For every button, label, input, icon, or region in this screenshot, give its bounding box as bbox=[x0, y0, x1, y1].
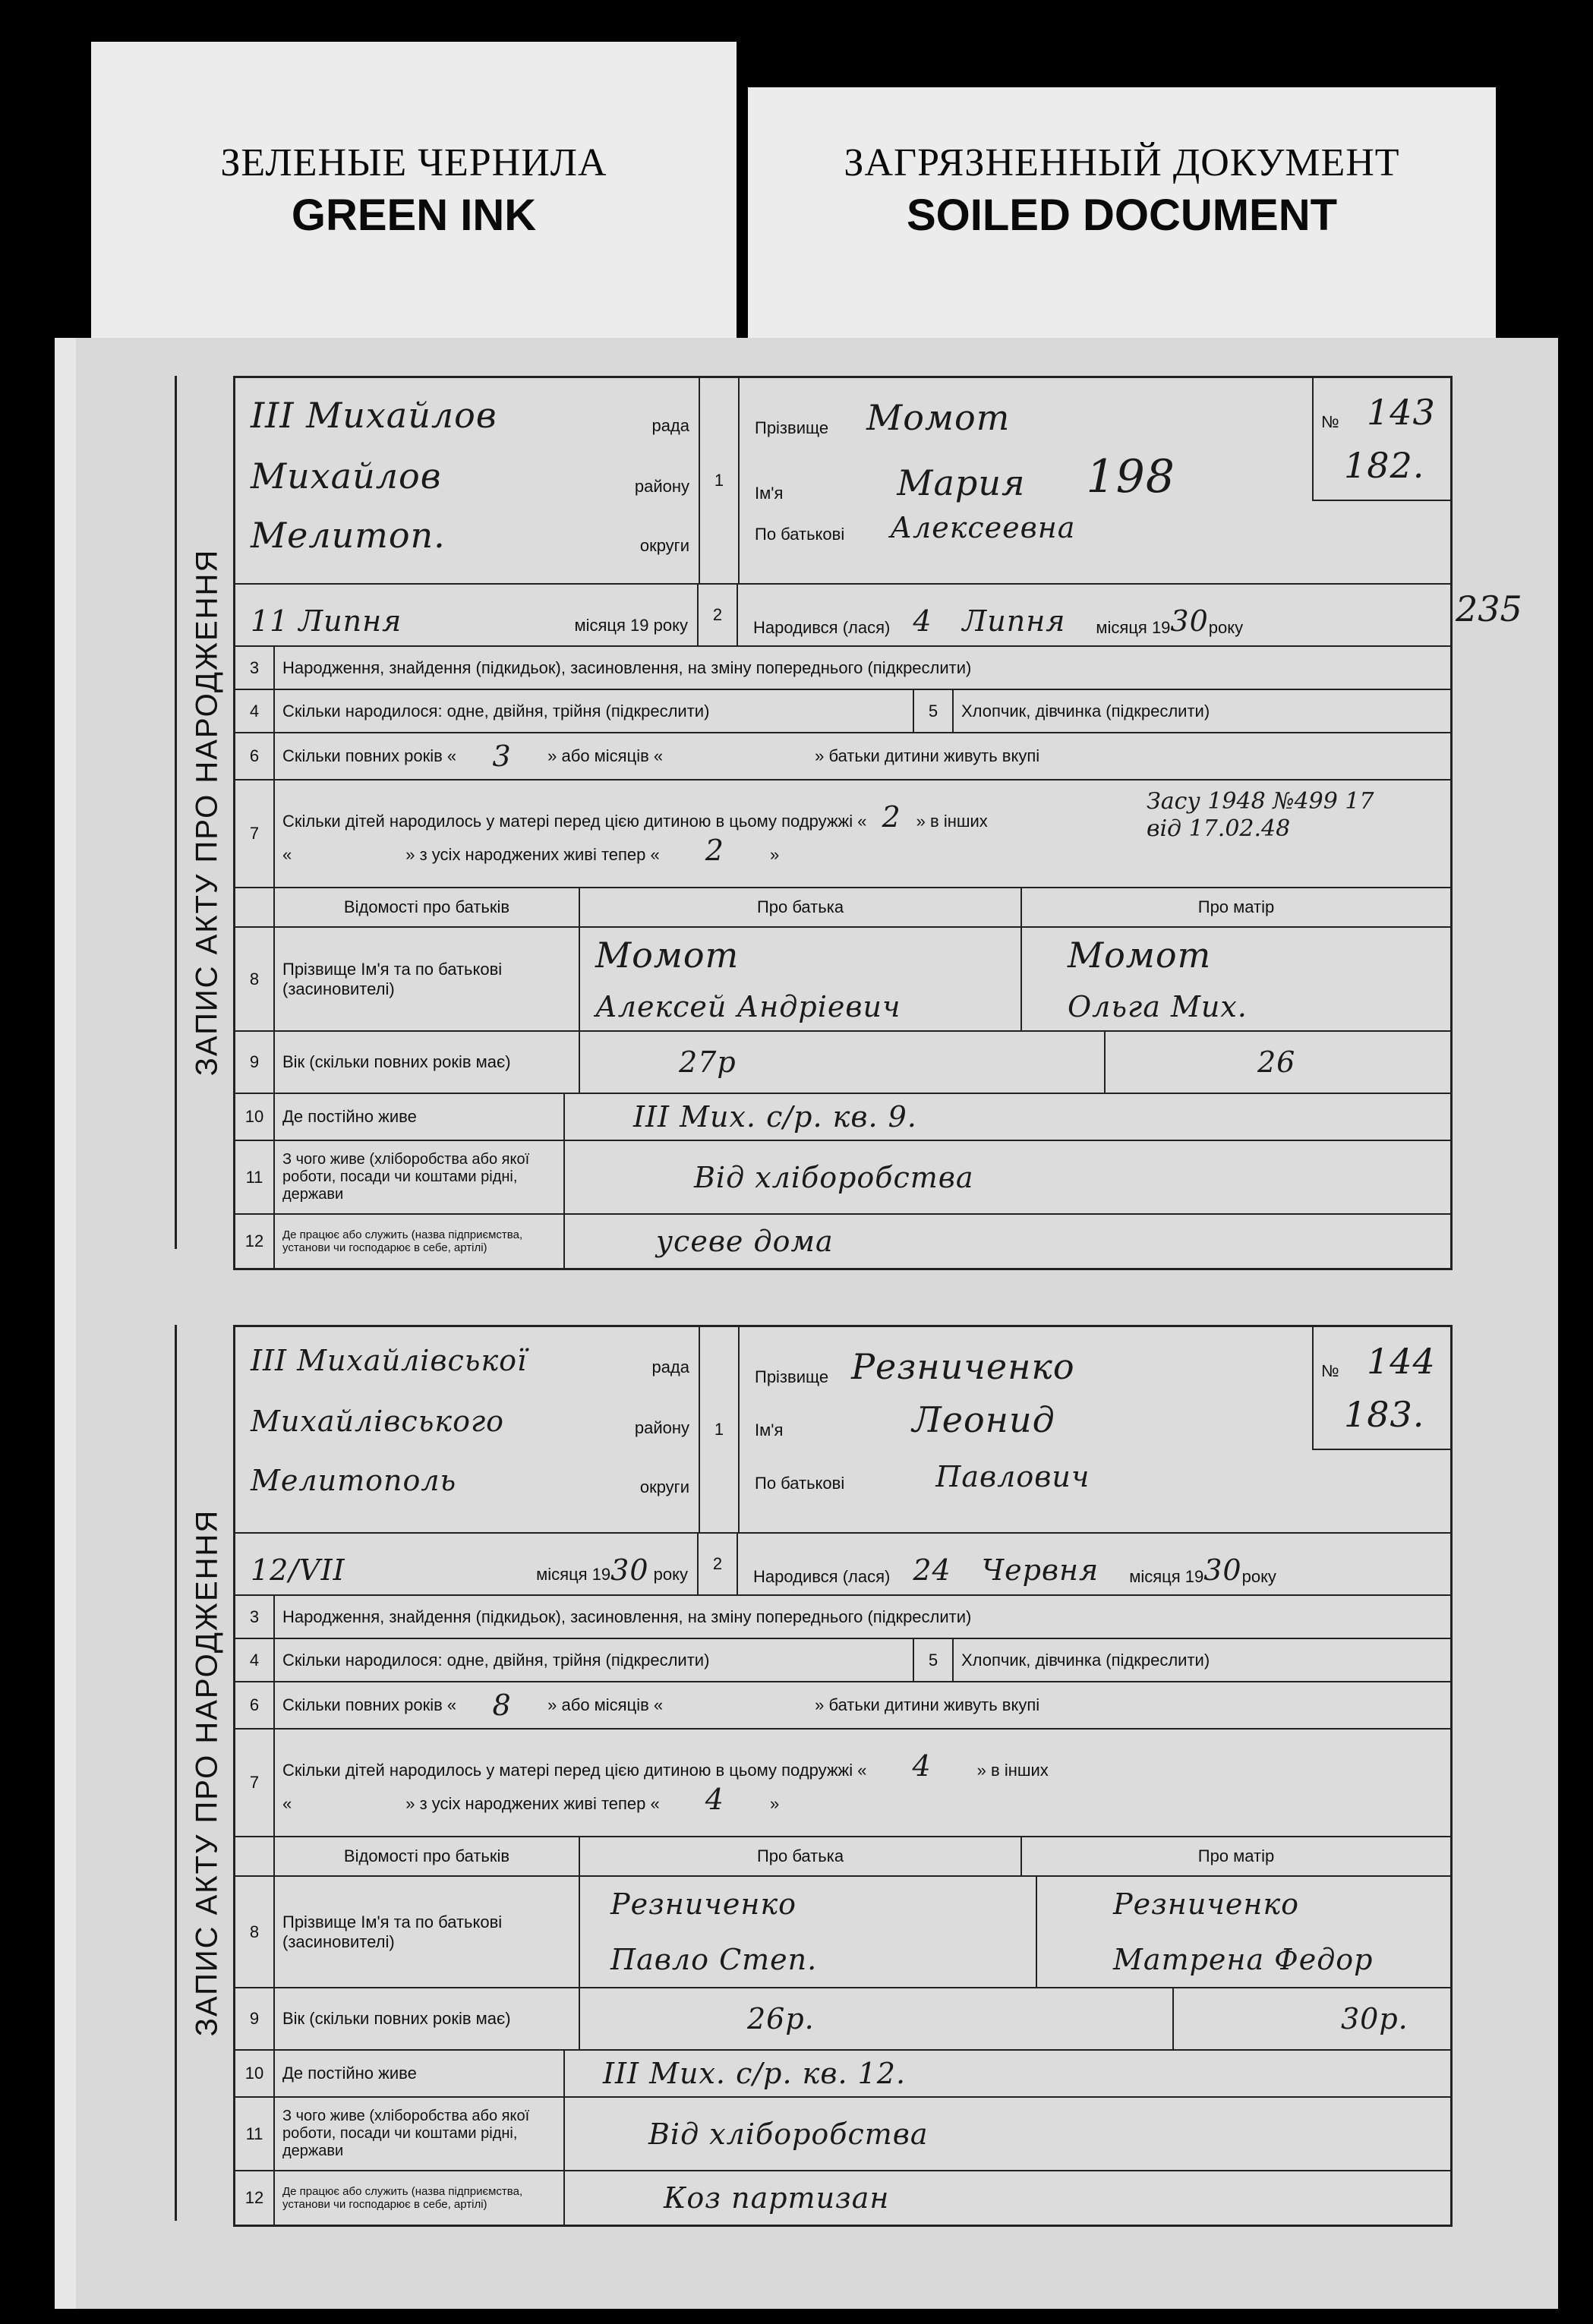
reg-year-value: 30 bbox=[610, 1553, 649, 1587]
record-number-box bbox=[1312, 378, 1450, 501]
father-name: Павло Степ. bbox=[610, 1942, 818, 1976]
name-value: Мария bbox=[897, 462, 1026, 503]
born-year-label: року bbox=[1241, 1567, 1276, 1586]
name-label: Ім'я bbox=[755, 1421, 784, 1439]
surname-label: Прізвище bbox=[755, 1367, 829, 1386]
row-7-label-d: » з усіх народжених живі тепер « bbox=[405, 845, 660, 864]
livelihood-value: Від хліборобства bbox=[648, 2117, 929, 2151]
birth-record-2 bbox=[176, 1325, 1467, 2221]
row-5-label: Хлопчик, дівчинка (підкреслити) bbox=[961, 1650, 1210, 1670]
row-7-label-c: « bbox=[282, 845, 292, 864]
children-alive-value: 4 bbox=[705, 1783, 724, 1816]
birth-record-1 bbox=[176, 376, 1522, 1258]
rada-label: рада bbox=[651, 416, 689, 435]
row-7-label-b: » в інших bbox=[916, 812, 988, 831]
surname-value: Резниченко bbox=[851, 1346, 1075, 1387]
number-sign: № bbox=[1321, 412, 1339, 431]
residence-value: III Мих. с/р. кв. 12. bbox=[603, 2057, 907, 2090]
month-label: місяця 19 bbox=[536, 1565, 611, 1584]
row-6-label-b: » або місяців « bbox=[547, 746, 664, 765]
name-label: Ім'я bbox=[755, 484, 784, 503]
side-number: 235 bbox=[1456, 588, 1522, 629]
row-5-label: Хлопчик, дівчинка (підкреслити) bbox=[961, 701, 1210, 721]
month-label: місяця 19 bbox=[574, 616, 649, 635]
row-number-2: 2 bbox=[699, 585, 738, 645]
children-before-value: 2 bbox=[882, 800, 901, 834]
okruhy-value: Мелитоп. bbox=[251, 515, 446, 556]
record-2-form: III Михайлівської рада Михайлівського району Мелитополь округи 1 Прізвище Резниченко Ім'я Леонид По батькові Павлович № 144 183. 12/VII місяця 1930 року 2 Народився (лася) 24 Червня місяця 19 30 року 3 Народження, знайдення (підкидьок), засиновлення, на зміну попереднього (підкреслити) 4 Скільки народилося: одне, двійня, трійня (підкреслити) 5 Хлопчик, дівчинка (підкреслити) 6 Скільки повних років « 8 » або місяців « » батьки дитини живуть вкупі 7 Скільки дітей народилось у матері перед цією дитиною в цьому подружжі « 4 » в інших « » з усіх народжених живі тепер « 4 » Відомості про батьків Про батька Про матір 8 Прізвище Ім'я та по батькові (засиновителі) Резниченко Павло Степ. Резниченко Матрена Федор 9 Вік (скільки повних років має) 26р. 30р. 10 Де постійно живе III Мих. с/р. кв. 12. 11 З чого живе (хліборобства або якої роботи, посади чи коштами рідні, держави Від хліборобства 12 Де працює або служить (назва підприємства, установи чи господарює в себе, артілі) Коз партизан bbox=[233, 1325, 1453, 2227]
father-surname: Момот bbox=[595, 935, 740, 976]
born-month-value: Червня bbox=[981, 1553, 1099, 1587]
soiled-document-label bbox=[748, 87, 1496, 349]
okruhy-label: округи bbox=[639, 1477, 689, 1496]
row-9-label: Вік (скільки повних років має) bbox=[275, 1032, 580, 1093]
side-title-text: ЗАПИС АКТУ ПРО НАРОДЖЕННЯ bbox=[190, 1509, 224, 2037]
soiled-document-label-ru: ЗАГРЯЗНЕННЫЙ ДОКУМЕНТ bbox=[844, 141, 1400, 184]
raion-value: Михайлівського bbox=[251, 1405, 505, 1438]
born-year-value: 30 bbox=[1203, 1553, 1242, 1587]
surname-label: Прізвище bbox=[755, 418, 829, 437]
record-number-box bbox=[1312, 1327, 1450, 1450]
father-surname: Резниченко bbox=[610, 1887, 797, 1922]
record-number-a: 144 bbox=[1367, 1341, 1436, 1382]
patronymic-label: По батькові bbox=[755, 1474, 845, 1493]
row-8-label: Прізвище Ім'я та по батькові (засиновителі) bbox=[275, 1877, 580, 1987]
row-7-label-e: » bbox=[769, 1794, 780, 1813]
record-number-a: 143 bbox=[1367, 392, 1436, 433]
row-6-label-a: Скільки повних років « bbox=[282, 1695, 457, 1714]
born-label: Народився (лася) bbox=[753, 1567, 891, 1586]
livelihood-value: Від хліборобства bbox=[694, 1160, 974, 1194]
father-age: 27р bbox=[679, 1045, 737, 1079]
rada-label: рада bbox=[651, 1358, 689, 1376]
raion-value: Михайлов bbox=[251, 456, 442, 497]
parents-header: Відомості про батьків bbox=[275, 888, 580, 926]
row-6-label-a: Скільки повних років « bbox=[282, 746, 457, 765]
green-ink-label-ru: ЗЕЛЕНЫЕ ЧЕРНИЛА bbox=[220, 141, 607, 184]
mother-age: 26 bbox=[1257, 1045, 1296, 1079]
okruhy-value: Мелитополь bbox=[251, 1464, 457, 1497]
row-6-label-b: » або місяців « bbox=[547, 1695, 664, 1714]
workplace-value: Коз партизан bbox=[664, 2181, 890, 2215]
record-2-side-title bbox=[175, 1325, 238, 2221]
mother-name: Матрена Федор bbox=[1113, 1942, 1374, 1976]
green-ink-label bbox=[91, 42, 737, 342]
patronymic-value: Павлович bbox=[935, 1460, 1090, 1493]
record-1-form: III Михайлов рада Михайлов району Мелитоп. округи 1 Прізвище Момот Ім'я Мария 198 По батькові Алексеевна № 143 182. 11 Липня місяця 19 року 2 Народився (лася) 4 Липня місяця 19 30 року 3 Народження, знайдення (підкидьок), засиновлення, на зміну попереднього (підкреслити) 4 Скільки народилося: одне, двійня, трійня (підкреслити) 5 Хлопчик, дівчинка (підкреслити) 6 Скільки повних років « 3 » або місяців « » батьки дитини живуть вкупі 7 Скільки дітей народилось у матері перед цією дитиною в цьому подружжі « 2 » в інших « » з усіх народжених живі тепер « 2 » Засу 1948 №499 17 від 17.02.48 Відомості про батьків Про батька Про матір 8 Прізвище Ім'я та по батькові (засиновителі) Момот Алексей Андріевич Момот Ольга Мих. 9 Вік (скільки повних років має) 27р 26 10 Де постійно живе III Мих. с/р. кв. 9. 11 З чого живе (хліборобства або якої роботи, посади чи коштами рідні, держави Від хліборобства 12 Де працює або служить (назва підприємства, установи чи господарює в себе, артілі) усеве дома bbox=[233, 376, 1453, 1270]
row-7-label-a: Скільки дітей народилось у матері перед цією дитиною в цьому подружжі « bbox=[282, 1761, 867, 1780]
children-alive-value: 2 bbox=[705, 834, 724, 867]
born-day-value: 4 bbox=[913, 604, 932, 638]
born-year-value: 30 bbox=[1170, 604, 1209, 638]
row-3-label: Народження, знайдення (підкидьок), засиновлення, на зміну попереднього (підкреслити) bbox=[282, 657, 972, 677]
row-7-label-b: » в інших bbox=[976, 1761, 1049, 1780]
born-label: Народився (лася) bbox=[753, 618, 891, 637]
workplace-value: усеве дома bbox=[656, 1225, 834, 1258]
record-number-b: 182. bbox=[1344, 445, 1425, 486]
row-3-label: Народження, знайдення (підкидьок), засиновлення, на зміну попереднього (підкреслити) bbox=[282, 1607, 972, 1626]
year-label: року bbox=[653, 1565, 688, 1584]
document-sheet bbox=[55, 338, 1558, 2309]
years-together-value: 3 bbox=[492, 739, 512, 773]
okruhy-label: округи bbox=[639, 536, 689, 555]
children-before-value: 4 bbox=[912, 1749, 932, 1783]
row-7-label-a: Скільки дітей народилось у матері перед цією дитиною в цьому подружжі « bbox=[282, 812, 867, 831]
rada-value: III Михайлівської bbox=[251, 1344, 528, 1377]
sheet-edge bbox=[55, 338, 76, 2309]
record-number-b: 183. bbox=[1344, 1394, 1425, 1435]
row-12-label: Де працює або служить (назва підприємства, установи чи господарює в себе, артілі) bbox=[275, 1215, 565, 1268]
born-month-value: Липня bbox=[962, 604, 1066, 638]
born-month-label: місяця 19 bbox=[1096, 618, 1171, 637]
parents-header: Відомості про батьків bbox=[275, 1837, 580, 1875]
raion-label: району bbox=[634, 1418, 689, 1437]
row-4-label: Скільки народилося: одне, двійня, трійня (підкреслити) bbox=[275, 1639, 914, 1681]
row-6-label-c: » батьки дитини живуть вкупі bbox=[815, 746, 1040, 765]
born-day-value: 24 bbox=[913, 1553, 951, 1587]
born-month-label: місяця 19 bbox=[1129, 1567, 1204, 1586]
row-number-1: 1 bbox=[700, 378, 740, 583]
marginal-note: Засу 1948 №499 17 від 17.02.48 bbox=[1147, 788, 1374, 842]
row-10-label: Де постійно живе bbox=[275, 1094, 565, 1140]
surname-value: Момот bbox=[866, 397, 1011, 438]
green-ink-label-en: GREEN INK bbox=[291, 191, 537, 240]
row-12-label: Де працює або служить (назва підприємства, установи чи господарює в себе, артілі) bbox=[275, 2171, 565, 2225]
soiled-document-label-en: SOILED DOCUMENT bbox=[906, 191, 1338, 240]
residence-value: III Мих. с/р. кв. 9. bbox=[633, 1100, 917, 1134]
year-label: року bbox=[653, 616, 688, 635]
mother-surname: Момот bbox=[1068, 935, 1212, 976]
row-10-label: Де постійно живе bbox=[275, 2051, 565, 2096]
father-header: Про батька bbox=[580, 888, 1022, 926]
row-number-2: 2 bbox=[699, 1534, 738, 1594]
father-age: 26р. bbox=[747, 2002, 815, 2035]
patronymic-label: По батькові bbox=[755, 525, 845, 544]
row-7-label-d: » з усіх народжених живі тепер « bbox=[405, 1794, 660, 1813]
number-sign: № bbox=[1321, 1361, 1339, 1380]
reg-date-value: 12/VII bbox=[251, 1553, 345, 1587]
extra-number: 198 bbox=[1086, 450, 1175, 503]
reg-date-value: 11 Липня bbox=[251, 604, 402, 638]
row-4-label: Скільки народилося: одне, двійня, трійня (підкреслити) bbox=[275, 690, 914, 732]
row-6-label-c: » батьки дитини живуть вкупі bbox=[815, 1695, 1040, 1714]
mother-header: Про матір bbox=[1197, 897, 1275, 916]
patronymic-value: Алексеевна bbox=[890, 511, 1076, 544]
born-year-label: року bbox=[1208, 618, 1244, 637]
row-7-label-c: « bbox=[282, 1794, 292, 1813]
rada-value: III Михайлов bbox=[251, 395, 497, 436]
row-number-1: 1 bbox=[700, 1327, 740, 1532]
name-value: Леонид bbox=[912, 1399, 1055, 1440]
row-7-label-e: » bbox=[769, 845, 780, 864]
father-name: Алексей Андріевич bbox=[595, 989, 901, 1023]
father-header: Про батька bbox=[580, 1837, 1022, 1875]
record-1-side-title bbox=[175, 376, 238, 1249]
raion-label: району bbox=[634, 477, 689, 496]
side-title-text: ЗАПИС АКТУ ПРО НАРОДЖЕННЯ bbox=[190, 548, 224, 1077]
mother-age: 30р. bbox=[1341, 2002, 1408, 2035]
row-11-label: З чого живе (хліборобства або якої роботи, посади чи коштами рідні, держави bbox=[275, 2098, 565, 2170]
row-11-label: З чого живе (хліборобства або якої роботи, посади чи коштами рідні, держави bbox=[275, 1141, 565, 1213]
mother-name: Ольга Мих. bbox=[1068, 989, 1248, 1023]
mother-surname: Резниченко bbox=[1113, 1887, 1300, 1922]
row-8-label: Прізвище Ім'я та по батькові (засиновителі) bbox=[275, 928, 580, 1030]
years-together-value: 8 bbox=[492, 1689, 512, 1722]
row-9-label: Вік (скільки повних років має) bbox=[275, 1988, 580, 2049]
mother-header: Про матір bbox=[1197, 1846, 1275, 1865]
